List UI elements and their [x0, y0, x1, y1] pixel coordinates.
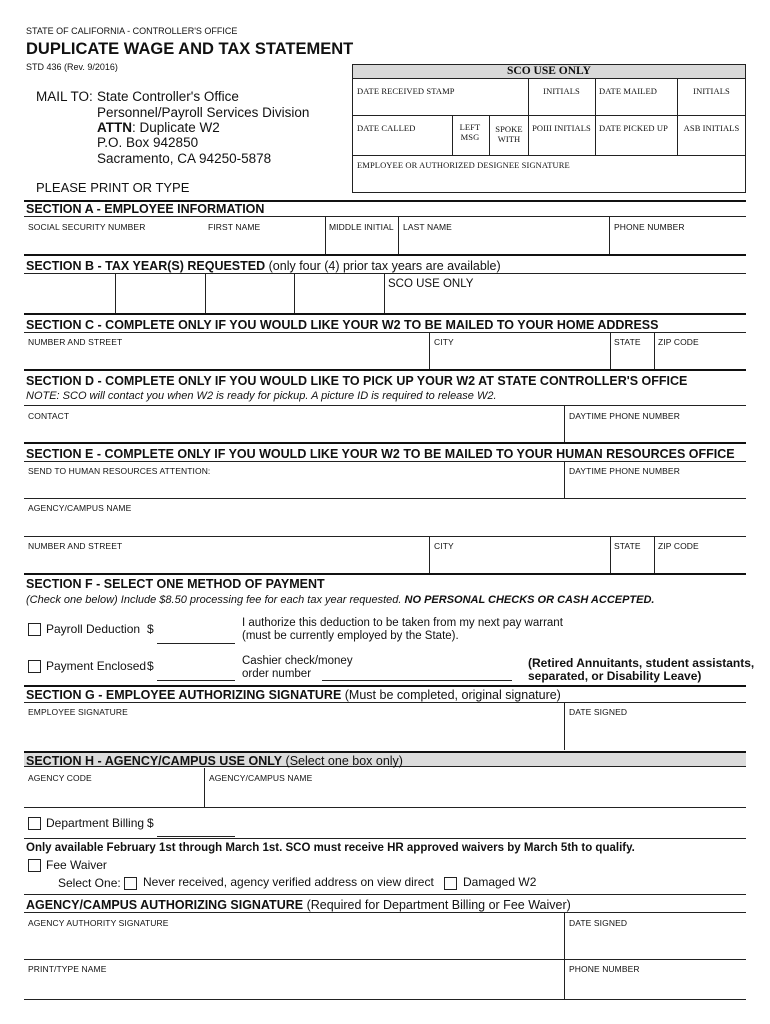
ssn-label: SOCIAL SECURITY NUMBER — [28, 222, 146, 232]
section-f-instruction: (Check one below) Include $8.50 processing fee for each tax year requested. — [26, 594, 405, 606]
hr-street-field[interactable] — [26, 552, 427, 572]
never-received-checkbox[interactable] — [124, 877, 137, 890]
section-f-title: SECTION F - SELECT ONE METHOD OF PAYMENT — [26, 577, 325, 591]
section-d-note: NOTE: SCO will contact you when W2 is ready for pickup. A picture ID is required to release W2. — [26, 390, 497, 402]
hr-phone-field[interactable] — [566, 477, 744, 497]
spoke-with-label: SPOKE WITH — [495, 124, 523, 144]
payroll-deduction-checkbox[interactable] — [28, 623, 41, 636]
home-zip-field[interactable] — [656, 348, 744, 368]
authorize-line2: (must be currently employed by the State). — [242, 630, 459, 642]
section-f-instruction-row — [26, 594, 655, 606]
mail-to-line2: Personnel/Payroll Services Division — [97, 105, 310, 120]
payment-enclosed-checkbox[interactable] — [28, 660, 41, 673]
payroll-deduction-label: Payroll Deduction — [46, 622, 141, 636]
date-mailed-label: DATE MAILED — [599, 86, 657, 96]
agency-code-label: AGENCY CODE — [28, 773, 92, 783]
phone-number-field[interactable] — [611, 232, 744, 253]
hr-attention-field[interactable] — [26, 477, 562, 497]
section-g-title: SECTION G - EMPLOYEE AUTHORIZING SIGNATURE — [26, 688, 342, 702]
section-b-note: (only four (4) prior tax years are available) — [265, 259, 501, 273]
hr-agency-label: AGENCY/CAMPUS NAME — [28, 503, 132, 513]
department-billing-checkbox[interactable] — [28, 817, 41, 830]
asb-initials-label: ASB INITIALS — [683, 123, 740, 133]
last-name-field[interactable] — [400, 232, 607, 253]
pickup-phone-field[interactable] — [566, 421, 744, 441]
tax-year-field-3[interactable] — [207, 275, 293, 312]
billing-amount-field[interactable] — [157, 818, 235, 835]
middle-initial-label: MIDDLE INITIAL — [329, 222, 394, 232]
home-state-field[interactable] — [612, 348, 652, 368]
hr-state-label: STATE — [614, 541, 641, 551]
form-number: STD 436 (Rev. 9/2016) — [26, 62, 118, 72]
no-checks-notice: NO PERSONAL CHECKS OR CASH ACCEPTED. — [404, 594, 655, 606]
hr-phone-label: DAYTIME PHONE NUMBER — [569, 466, 680, 476]
home-street-label: NUMBER AND STREET — [28, 337, 123, 347]
damaged-w2-checkbox[interactable] — [444, 877, 457, 890]
home-state-label: STATE — [614, 337, 641, 347]
agency-authority-signature-field[interactable] — [26, 929, 562, 958]
date-received-stamp-label: DATE RECEIVED STAMP — [357, 86, 455, 96]
initials-2-label: INITIALS — [693, 86, 730, 96]
section-a-title: SECTION A - EMPLOYEE INFORMATION — [26, 202, 265, 216]
section-b-title: SECTION B - TAX YEAR(S) REQUESTED — [26, 259, 266, 273]
employee-signature-sco-label: EMPLOYEE OR AUTHORIZED DESIGNEE SIGNATURE — [357, 160, 570, 170]
mail-to-line4: P.O. Box 942850 — [97, 135, 199, 150]
employee-date-signed-label: DATE SIGNED — [569, 707, 628, 717]
payment-enclosed-label: Payment Enclosed — [46, 659, 147, 673]
retired-line2: separated, or Disability Leave) — [528, 669, 702, 683]
hr-city-label: CITY — [434, 541, 454, 551]
fee-waiver-label: Fee Waiver — [46, 858, 107, 872]
section-e-title: SECTION E - COMPLETE ONLY IF YOU WOULD LIKE YOUR W2 TO BE MAILED TO YOUR HUMAN RESOURCES OFFICE — [26, 447, 735, 461]
sco-title: SCO USE ONLY — [507, 65, 591, 77]
check-number-field[interactable] — [322, 662, 512, 679]
home-street-field[interactable] — [26, 348, 427, 368]
ssn-field[interactable] — [26, 232, 201, 253]
cashier-line1: Cashier check/money — [242, 655, 353, 667]
initials-1-label: INITIALS — [543, 86, 580, 96]
section-g-title-row — [26, 688, 561, 702]
never-received-label: Never received, agency verified address on view direct — [143, 875, 434, 889]
first-name-field[interactable] — [205, 232, 323, 253]
hr-agency-field[interactable] — [26, 514, 744, 534]
section-d-title: SECTION D - COMPLETE ONLY IF YOU WOULD LIKE TO PICK UP YOUR W2 AT STATE CONTROLLER'S OFFICE — [26, 374, 688, 388]
mail-to-line1: State Controller's Office — [97, 89, 239, 104]
pickup-phone-label: DAYTIME PHONE NUMBER — [569, 411, 680, 421]
employee-signature-field[interactable] — [26, 718, 562, 749]
fee-waiver-checkbox[interactable] — [28, 859, 41, 872]
hr-state-field[interactable] — [612, 552, 652, 572]
attn-label: ATTN — [97, 120, 132, 135]
department-billing-label: Department Billing — [46, 816, 145, 830]
last-name-label: LAST NAME — [403, 222, 452, 232]
mail-to-line5: Sacramento, CA 94250-5878 — [97, 151, 272, 166]
section-b-title-row — [26, 259, 501, 273]
home-city-label: CITY — [434, 337, 454, 347]
cashier-line2: order number — [242, 668, 312, 680]
agency-campus-name-field[interactable] — [206, 784, 744, 806]
section-h-title-row — [26, 754, 403, 768]
payroll-dollar-sign: $ — [147, 622, 154, 636]
home-city-field[interactable] — [431, 348, 608, 368]
agency-date-signed-field[interactable] — [566, 929, 744, 958]
section-h-title: SECTION H - AGENCY/CAMPUS USE ONLY — [26, 754, 283, 768]
agency-authority-signature-label: AGENCY AUTHORITY SIGNATURE — [28, 918, 169, 928]
hr-attention-label: SEND TO HUMAN RESOURCES ATTENTION: — [28, 466, 211, 476]
section-h-note: (Select one box only) — [282, 754, 403, 768]
agency-signature-title-row — [26, 898, 571, 912]
print-type-name-label: PRINT/TYPE NAME — [28, 964, 107, 974]
payroll-amount-field[interactable] — [157, 624, 235, 642]
tax-year-field-1[interactable] — [26, 275, 114, 312]
agency-signature-title: AGENCY/CAMPUS AUTHORIZING SIGNATURE — [26, 898, 304, 912]
agency-signature-note: (Required for Department Billing or Fee Waiver) — [303, 898, 571, 912]
authorize-line1: I authorize this deduction to be taken from my next pay warrant — [242, 617, 563, 629]
employee-date-signed-field[interactable] — [566, 718, 744, 749]
damaged-w2-label: Damaged W2 — [463, 875, 537, 889]
agency-header: STATE OF CALIFORNIA - CONTROLLER'S OFFICE — [26, 26, 238, 36]
contact-field[interactable] — [26, 421, 562, 441]
select-one-label: Select One: — [58, 876, 121, 890]
hr-city-field[interactable] — [431, 552, 608, 572]
middle-initial-field[interactable] — [327, 232, 396, 253]
tax-year-field-2[interactable] — [117, 275, 203, 312]
agency-code-field[interactable] — [26, 784, 202, 806]
hr-zip-label: ZIP CODE — [658, 541, 699, 551]
retired-line1: (Retired Annuitants, student assistants, — [528, 656, 755, 670]
mail-to-attn — [97, 120, 220, 135]
payment-dollar-sign: $ — [147, 659, 154, 673]
poiii-initials-label: POIII INITIALS — [532, 123, 591, 133]
date-picked-up-label: DATE PICKED UP — [599, 123, 668, 133]
agency-phone-field[interactable] — [566, 975, 744, 997]
print-type-name-field[interactable] — [26, 975, 562, 997]
contact-label: CONTACT — [28, 411, 70, 421]
attn-value: : Duplicate W2 — [132, 120, 220, 135]
employee-signature-label: EMPLOYEE SIGNATURE — [28, 707, 128, 717]
agency-campus-name-label: AGENCY/CAMPUS NAME — [209, 773, 313, 783]
form-title: DUPLICATE WAGE AND TAX STATEMENT — [26, 40, 354, 58]
sco-use-only-label: SCO USE ONLY — [388, 278, 474, 290]
home-zip-label: ZIP CODE — [658, 337, 699, 347]
mail-to-label: MAIL TO: — [36, 89, 93, 104]
agency-date-signed-label: DATE SIGNED — [569, 918, 628, 928]
section-c-title: SECTION C - COMPLETE ONLY IF YOU WOULD LIKE YOUR W2 TO BE MAILED TO YOUR HOME ADDRESS — [26, 318, 659, 332]
payment-amount-field[interactable] — [157, 661, 235, 679]
hr-street-label: NUMBER AND STREET — [28, 541, 123, 551]
agency-phone-label: PHONE NUMBER — [569, 964, 640, 974]
date-called-label: DATE CALLED — [357, 123, 416, 133]
fee-waiver-availability: Only available February 1st through March 1st. SCO must receive HR approved waivers by March 5th to qualify. — [26, 842, 635, 854]
phone-number-label: PHONE NUMBER — [614, 222, 685, 232]
hr-zip-field[interactable] — [656, 552, 744, 572]
section-g-note: (Must be completed, original signature) — [341, 688, 561, 702]
first-name-label: FIRST NAME — [208, 222, 261, 232]
billing-dollar-sign: $ — [147, 816, 154, 830]
tax-year-field-4[interactable] — [296, 275, 383, 312]
print-instruction: PLEASE PRINT OR TYPE — [36, 180, 190, 195]
left-msg-label: LEFT MSG — [459, 122, 481, 142]
